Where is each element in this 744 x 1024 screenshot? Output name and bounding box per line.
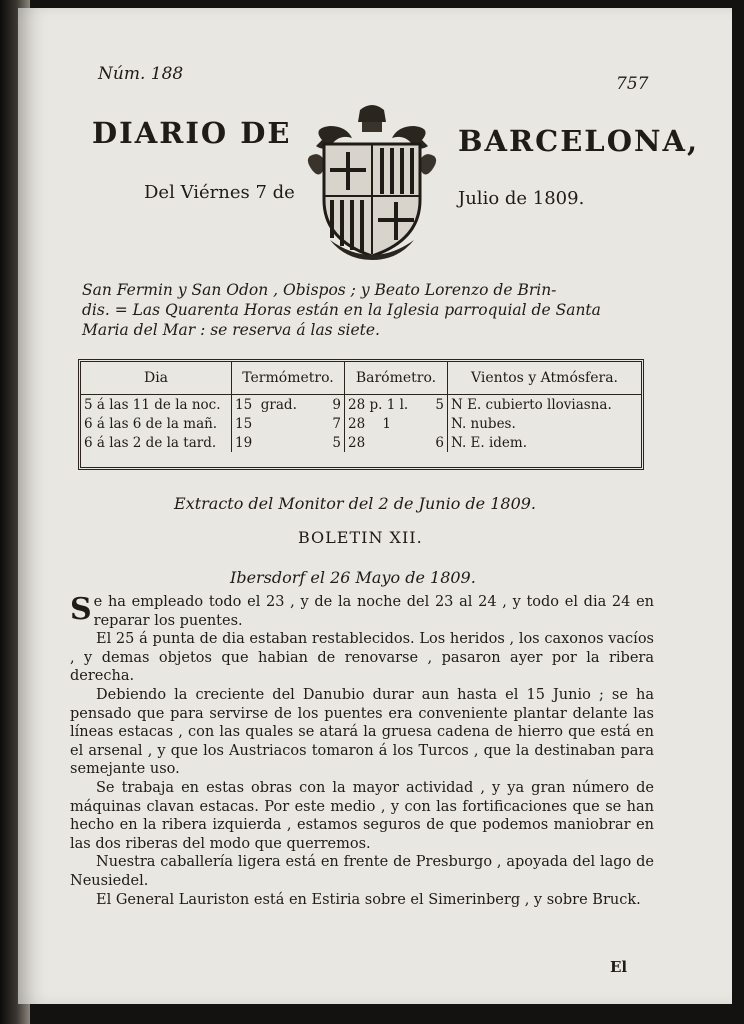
saints-line: dis. = Las Quarenta Horas están en la Iglesia parroquial de Santa <box>82 301 601 319</box>
cell-baro: 28 1 <box>345 414 448 433</box>
page-number: 757 <box>616 74 649 94</box>
masthead-title-left: DIARIO DE <box>92 116 292 150</box>
weather-table <box>78 359 644 470</box>
paragraph: El General Lauriston está en Estiria sobre el Simerinberg , y sobre Bruck. <box>96 891 641 908</box>
col-barometro: Barómetro. <box>345 362 448 395</box>
cell-viento: N. nubes. <box>451 415 516 432</box>
cell-termo: 15 7 <box>232 414 345 433</box>
saints-of-the-day <box>82 280 652 340</box>
date-left: Del Viérnes 7 de <box>144 182 295 203</box>
drop-cap: S <box>70 592 92 627</box>
paragraph: El 25 á punta de dia estaban restablecidos. Los heridos , los caxonos vacíos , y demas objetos que habian de renovarse , pasaron ayer por la ribera derecha. <box>70 631 654 685</box>
issue-number: Núm. 188 <box>98 64 184 84</box>
masthead-title-right: BARCELONA, <box>458 124 700 158</box>
catchword: El <box>610 958 628 976</box>
date-right: Julio de 1809. <box>458 188 585 209</box>
cell-dia: 5 á las 11 de la noc. <box>81 395 232 415</box>
cell-viento: N E. cubierto lloviasna. <box>451 396 612 413</box>
cell-termo: 19 5 <box>232 433 345 452</box>
col-termometro: Termómetro. <box>232 362 345 395</box>
weather-row <box>81 395 641 415</box>
weather-row <box>81 414 641 433</box>
paragraph: Nuestra caballería ligera está en frente de Presburgo , apoyada del lago de Neusiedel. <box>70 854 654 889</box>
cell-viento: N. E. idem. <box>451 434 528 451</box>
col-vientos: Vientos y Atmósfera. <box>448 362 642 395</box>
saints-line: San Fermin y San Odon , Obispos ; y Beato Lorenzo de Brin- <box>82 281 557 299</box>
weather-header-row <box>81 362 641 395</box>
cell-dia: 6 á las 6 de la mañ. <box>81 414 232 433</box>
weather-row <box>81 433 641 452</box>
dateline-place: Ibersdorf el 26 Mayo de 1809. <box>230 568 476 587</box>
paragraph: Se ha empleado todo el 23 , y de la noche del 23 al 24 , y todo el dia 24 en reparar los puentes. <box>70 592 654 629</box>
coat-of-arms-icon <box>302 100 442 262</box>
newspaper-page <box>18 8 732 1004</box>
saints-line: Maria del Mar : se reserva á las siete. <box>82 321 380 339</box>
bulletin-heading: BOLETIN XII. <box>298 528 423 547</box>
cell-termo: 15 grad. 9 <box>232 395 345 415</box>
cell-baro: 28 6 <box>345 433 448 452</box>
cell-baro: 28 p. 1 l. 5 <box>345 395 448 415</box>
paragraph: Debiendo la creciente del Danubio durar aun hasta el 15 Junio ; se ha pensado que para servirse de los puentes era conveniente plantar delante las líneas estacas , con las quales se atará la gruesa cadena de hierro que está en el arsenal , y que los Austriacos tomaron á los Turcos , que la destinaban para semejante uso. <box>70 686 654 778</box>
paragraph: Se trabaja en estas obras con la mayor actividad , y ya gran número de máquinas clavan estacas. Por este medio , y con las fortificaciones que se han hecho en la ribera izquierda , estamos seguros de que podemos maniobrar en las dos riberas del modo que querremos. <box>70 779 654 852</box>
extract-heading: Extracto del Monitor del 2 de Junio de 1809. <box>174 494 537 513</box>
cell-dia: 6 á las 2 de la tard. <box>81 433 232 452</box>
col-dia: Dia <box>81 362 232 395</box>
article-body <box>70 593 654 909</box>
